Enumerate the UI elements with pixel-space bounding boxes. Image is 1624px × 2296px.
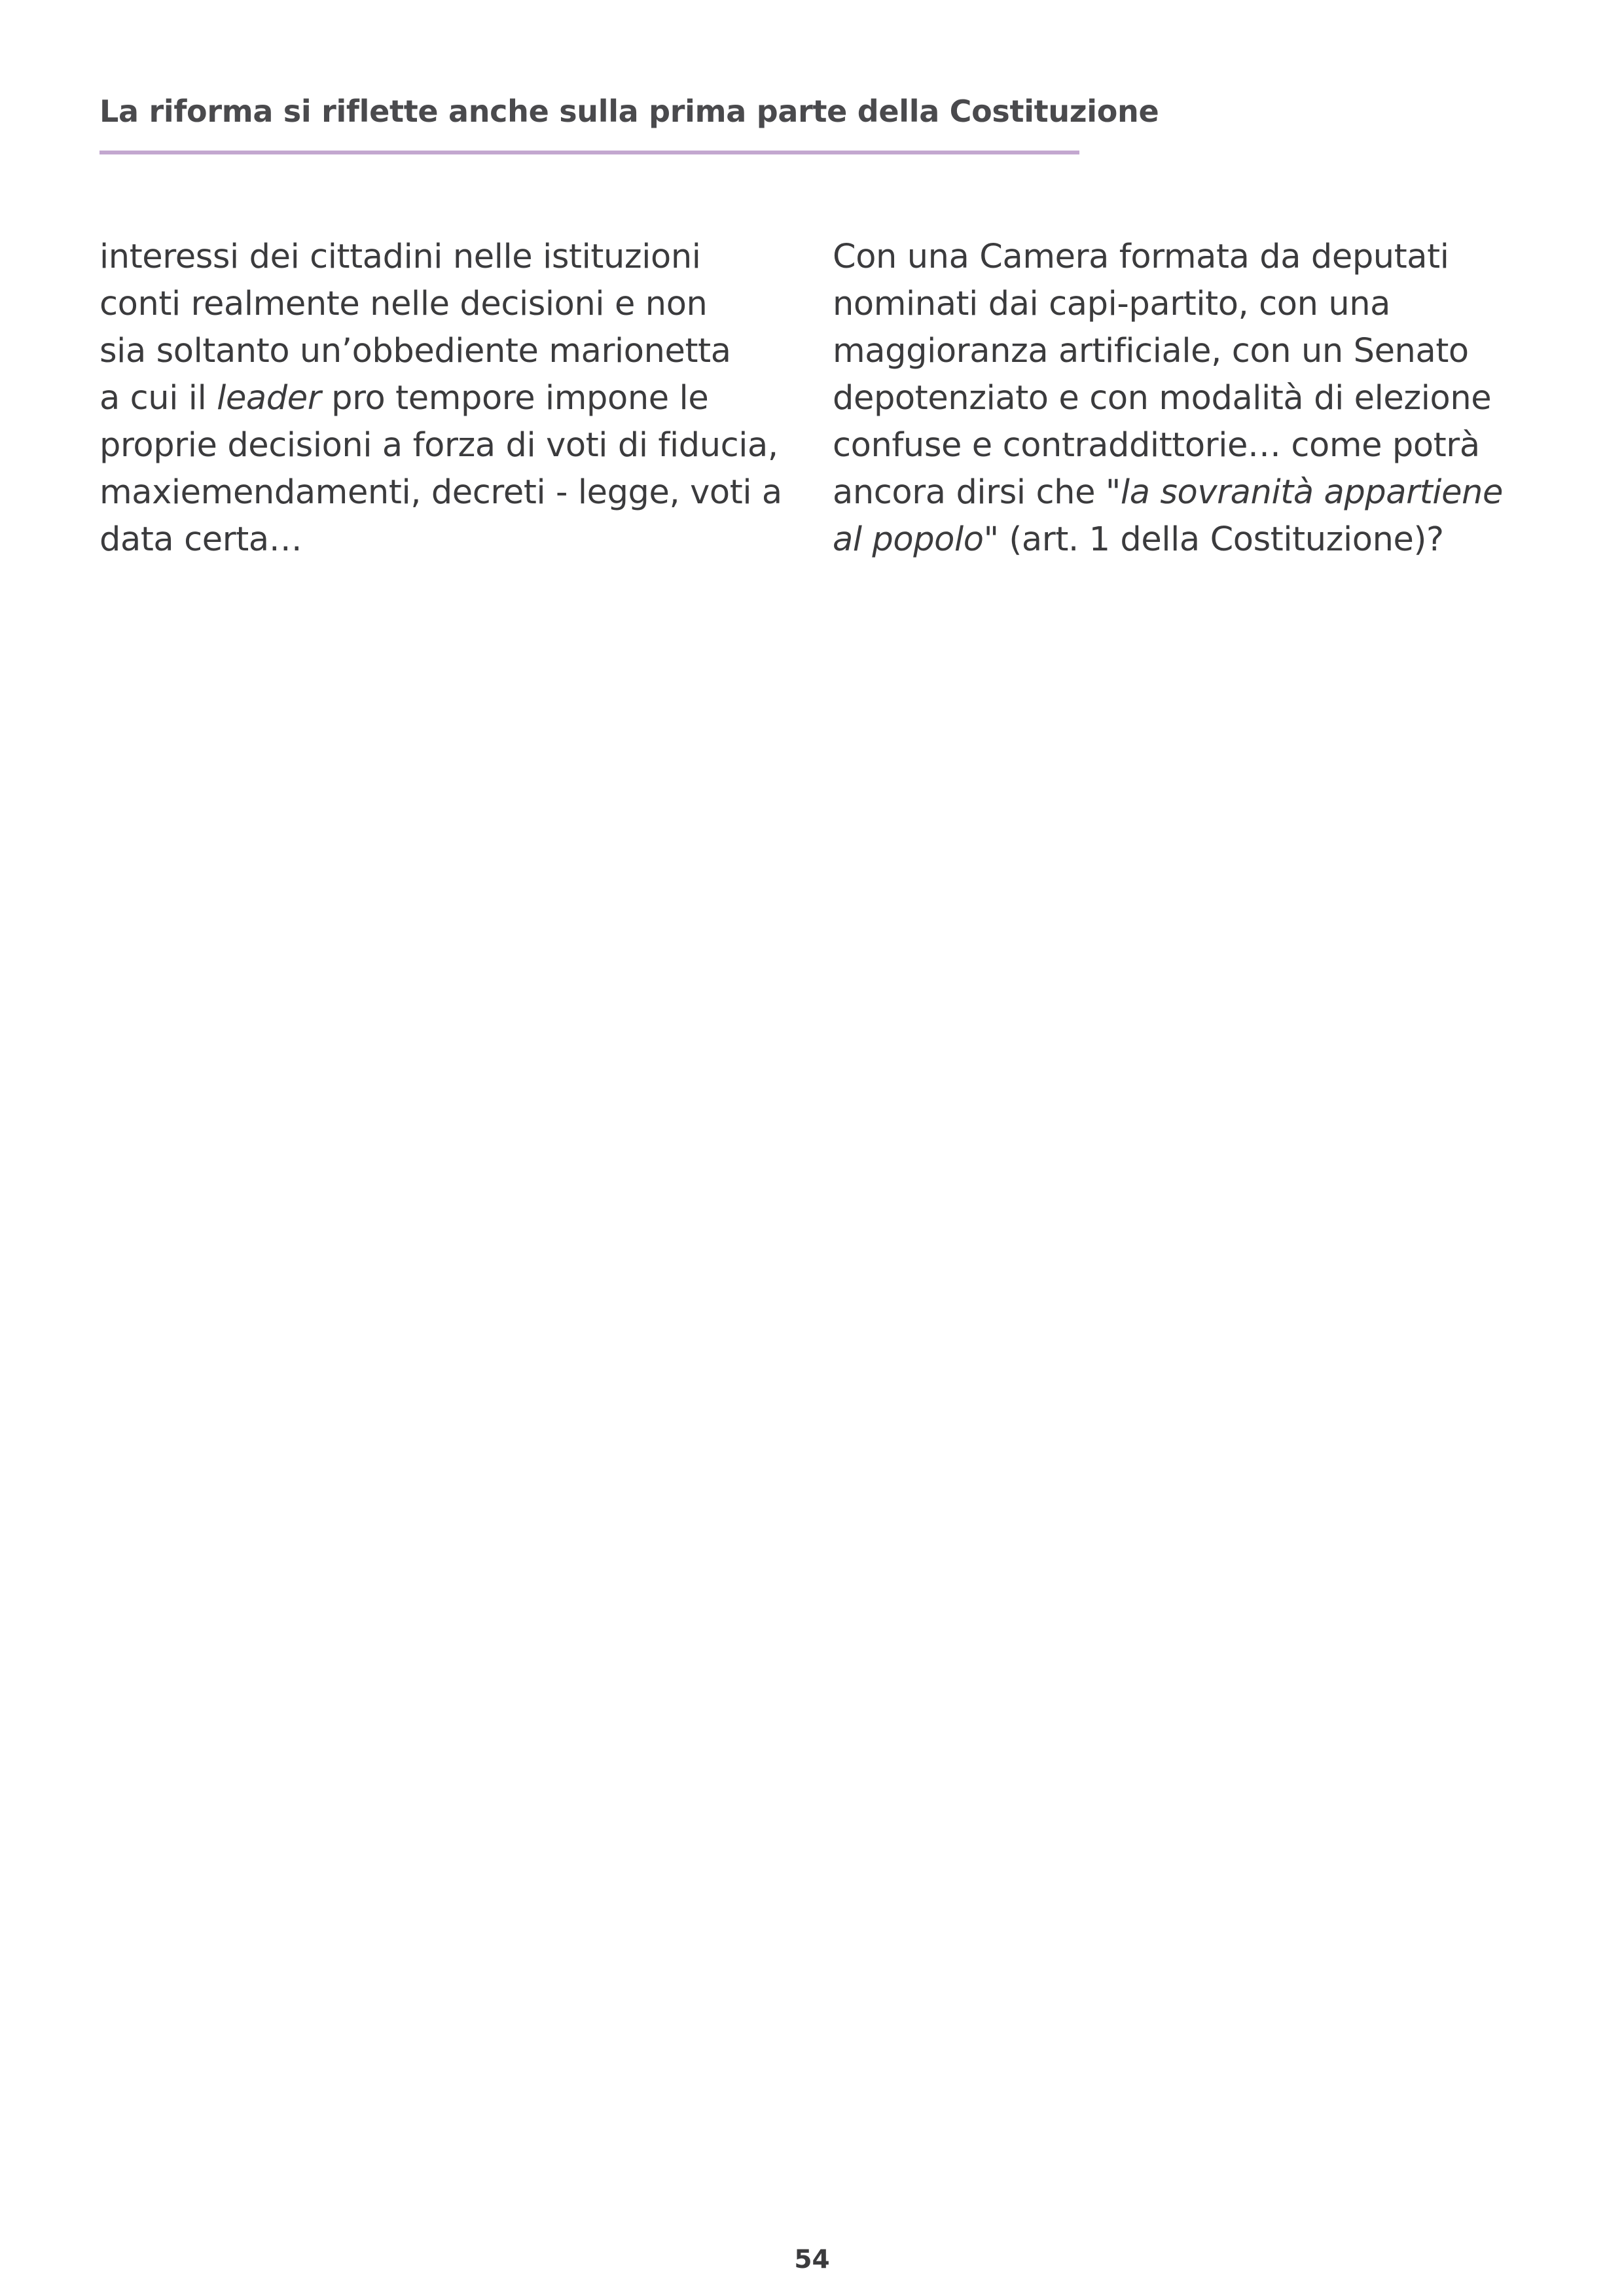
- paragraph-line: [833, 516, 1566, 564]
- line-text-before: a cui il: [99, 379, 217, 418]
- paragraph-line: [99, 375, 793, 422]
- paragraph-line: confuse e contraddittorie… come potrà: [833, 426, 1480, 465]
- paragraph-line: conti realmente nelle decisioni e non: [99, 285, 708, 323]
- line-text-after: pro tempore impone le: [321, 379, 709, 418]
- running-header: [99, 92, 1159, 154]
- italic-quote: al popolo: [833, 520, 984, 559]
- paragraph-line: sia soltanto un’obbediente marionetta: [99, 332, 731, 370]
- italic-quote: la sovranità appartiene: [1120, 473, 1503, 512]
- paragraph-line: proprie decisioni a forza di voti di fiducia,: [99, 426, 778, 465]
- header-rule: [99, 151, 1079, 154]
- paragraph-line: maggioranza artificiale, con un Senato: [833, 332, 1469, 370]
- line-text-after: " (art. 1 della Costituzione)?: [983, 520, 1444, 559]
- paragraph-line: data certa…: [99, 520, 302, 559]
- paragraph-line: maxiemendamenti, decreti - legge, voti a: [99, 473, 782, 512]
- paragraph-line: interessi dei cittadini nelle istituzioni: [99, 238, 701, 276]
- left-text-column: [99, 234, 793, 564]
- page-number: 54: [794, 2245, 830, 2274]
- paragraph-line: Con una Camera formata da deputati: [833, 238, 1449, 276]
- paragraph-line: depotenziato e con modalità di elezione: [833, 379, 1492, 418]
- paragraph-line: nominati dai capi-partito, con una: [833, 285, 1391, 323]
- paragraph-line: [833, 469, 1566, 516]
- italic-term-leader: leader: [217, 379, 321, 418]
- line-text-before: ancora dirsi che ": [833, 473, 1121, 512]
- running-header-title: La riforma si riflette anche sulla prima parte della Costituzione: [99, 94, 1159, 129]
- right-text-column: [833, 234, 1566, 564]
